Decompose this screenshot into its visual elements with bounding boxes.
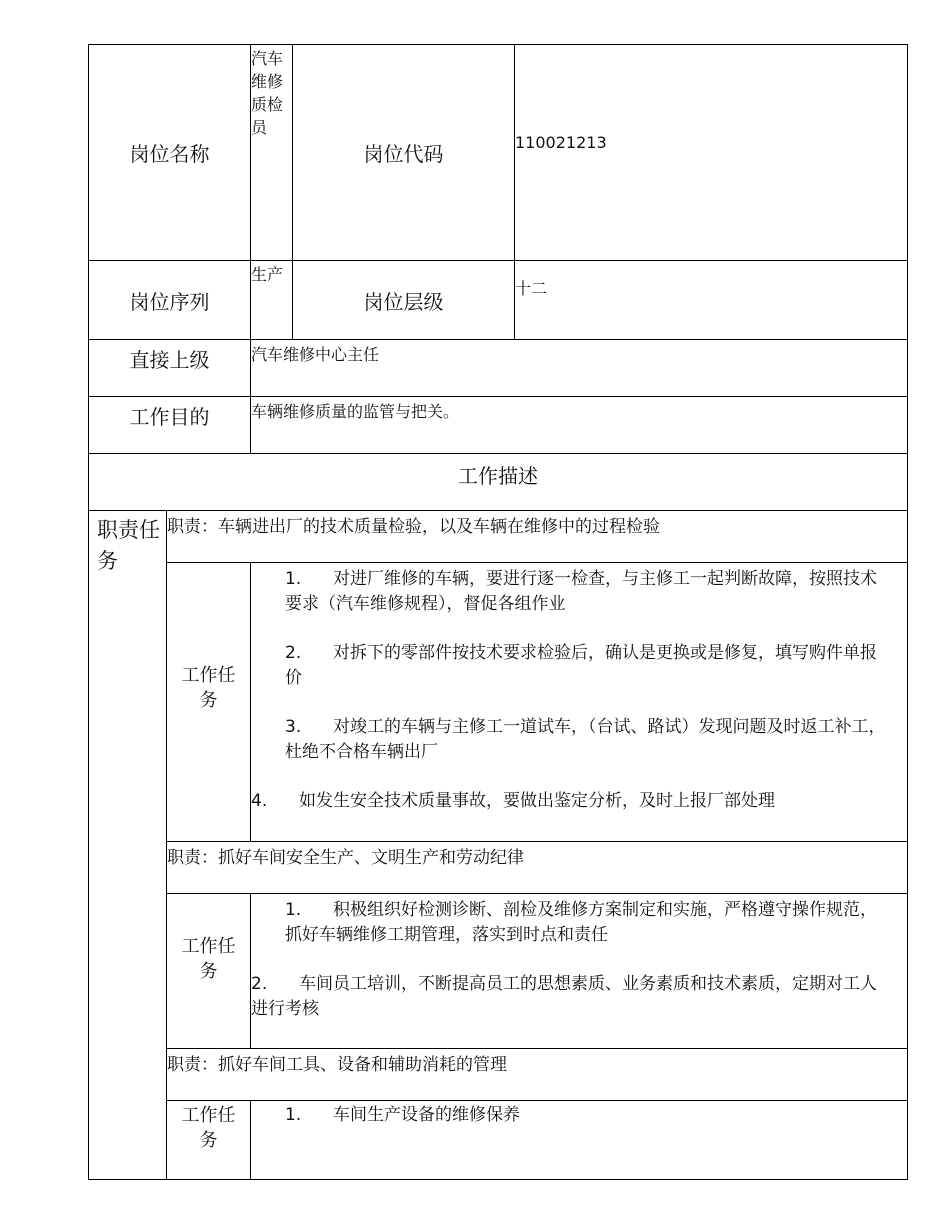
position-code-value: 110021213: [515, 45, 908, 261]
duty-title: 职责：车辆进出厂的技术质量检验，以及车辆在维修中的过程检验: [167, 511, 908, 563]
task-list: [251, 894, 908, 1049]
task-item: 1. 积极组织好检测诊断、剖检及维修方案制定和实施，严格遵守操作规范，抓好车辆维修工期管理，落实到时点和责任: [285, 900, 877, 945]
task-label: 工作任务: [167, 563, 251, 842]
duty-title: 职责：抓好车间工具、设备和辅助消耗的管理: [167, 1049, 908, 1101]
task-list: [251, 563, 908, 842]
row-position-name: [89, 45, 908, 261]
position-code-label: 岗位代码: [293, 45, 515, 261]
duty-title: 职责：抓好车间安全生产、文明生产和劳动纪律: [167, 842, 908, 894]
task-item: 4. 如发生安全技术质量事故，要做出鉴定分析，及时上报厂部处理: [251, 791, 775, 811]
job-description-form: [88, 44, 906, 1180]
sequence-label: 岗位序列: [89, 261, 251, 340]
task-row: [89, 894, 908, 1049]
duties-label: 职责任务: [89, 511, 167, 1180]
description-title: 工作描述: [89, 454, 908, 511]
job-description-table: [88, 44, 908, 1180]
duty-row: [89, 842, 908, 894]
row-purpose: [89, 397, 908, 454]
task-label: 工作任务: [167, 894, 251, 1049]
row-description-title: [89, 454, 908, 511]
row-superior: [89, 340, 908, 397]
task-row: [89, 1101, 908, 1180]
sequence-value: 生产: [251, 261, 293, 340]
duty-row: [89, 1049, 908, 1101]
task-list: [251, 1101, 908, 1180]
superior-label: 直接上级: [89, 340, 251, 397]
purpose-label: 工作目的: [89, 397, 251, 454]
row-sequence: [89, 261, 908, 340]
task-item: 1. 对进厂维修的车辆，要进行逐一检查，与主修工一起判断故障，按照技术要求（汽车维修规程），督促各组作业: [285, 569, 877, 614]
position-name-label: 岗位名称: [89, 45, 251, 261]
task-item: 3. 对竣工的车辆与主修工一道试车，（台试、路试）发现问题及时返工补工，杜绝不合格车辆出厂: [285, 717, 886, 762]
level-value: 十二: [515, 261, 908, 340]
task-label: 工作任务: [167, 1101, 251, 1180]
duty-row: [89, 511, 908, 563]
task-row: [89, 563, 908, 842]
position-name-value: 汽车维修质检员: [251, 45, 293, 261]
level-label: 岗位层级: [293, 261, 515, 340]
task-item: 2. 对拆下的零部件按技术要求检验后，确认是更换或是修复，填写购件单报价: [285, 643, 877, 688]
task-item: 2. 车间员工培训，不断提高员工的思想素质、业务素质和技术素质，定期对工人进行考核: [251, 974, 877, 1019]
purpose-value: 车辆维修质量的监管与把关。: [251, 397, 908, 454]
task-item: 1. 车间生产设备的维修保养: [285, 1105, 520, 1125]
superior-value: 汽车维修中心主任: [251, 340, 908, 397]
